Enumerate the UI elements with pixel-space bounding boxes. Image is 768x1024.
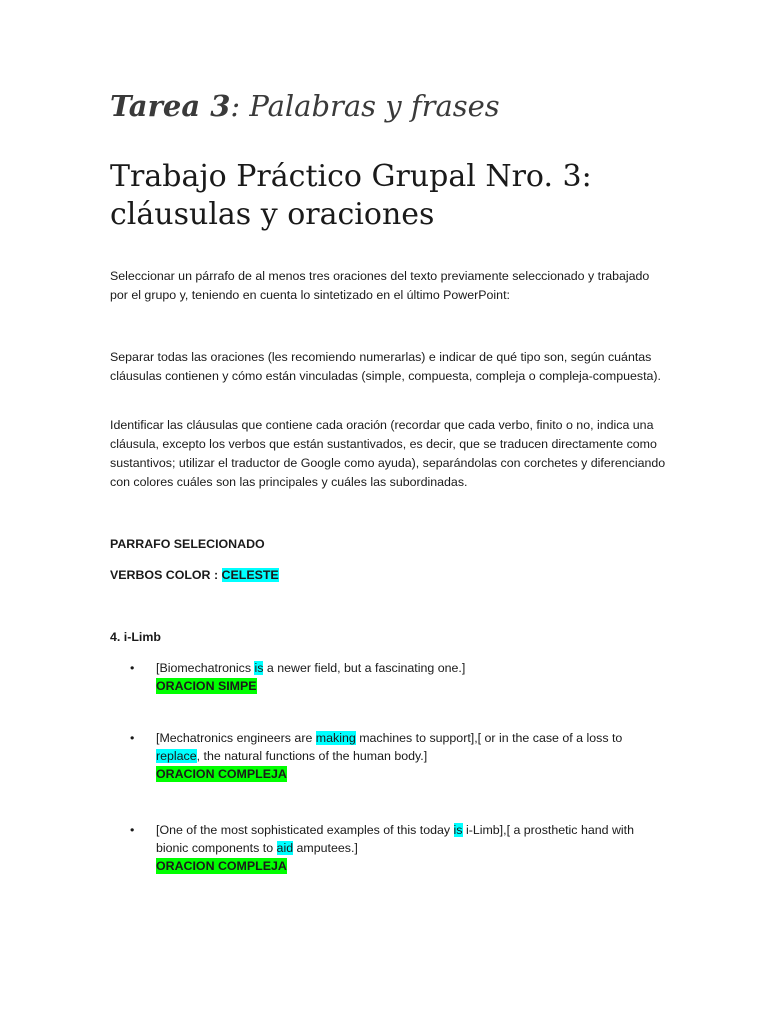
sentence-type-badge: ORACION COMPLEJA: [156, 767, 287, 781]
bullet-icon: •: [130, 731, 135, 745]
title-rest: : Palabras y frases: [230, 89, 500, 123]
sentence-type-badge: ORACION COMPLEJA: [156, 859, 287, 873]
verb-highlight: aid: [276, 841, 294, 855]
sentence-text: [156, 821, 660, 857]
title-bold: Tarea 3: [110, 89, 231, 123]
list-item: [130, 821, 660, 875]
bullet-icon: •: [130, 823, 135, 837]
section-label: PARRAFO SELECIONADO: [110, 537, 265, 551]
clause-text: [Mechatronics engineers are: [156, 731, 316, 745]
verb-highlight: making: [315, 731, 356, 745]
verb-highlight: is: [453, 823, 463, 837]
intro-paragraph: Seleccionar un párrafo de al menos tres oraciones del texto previamente seleccionado y trabajado por el grupo y, teniendo en cuenta lo sintetizado en el último PowerPoint:: [110, 269, 650, 302]
list-item: [130, 729, 660, 783]
document-title: [110, 86, 500, 126]
instruction-paragraph-2: Identificar las cláusulas que contiene cada oración (recordar que cada verbo, finito o no, indica una cláusula, excepto los verbos que están sustantivados, es decir, que se traducen directamente como sustantivos; utilizar el traductor de Google como ayuda), separándolas con corchetes y diferenciando con colores cuáles son las principales y cuáles las subordinadas.: [110, 418, 666, 489]
paragraph-heading: 4. i-Limb: [110, 630, 161, 644]
verb-highlight: replace: [156, 749, 197, 763]
sentence-type-badge: ORACION SIMPE: [156, 679, 257, 693]
clause-text: amputees.]: [293, 841, 358, 855]
clause-text: a newer field, but a fascinating one.]: [263, 661, 466, 675]
sentence-text: [156, 729, 660, 765]
list-item: [130, 659, 660, 695]
verbs-color-name: CELESTE: [221, 568, 279, 582]
verbs-color-label: [110, 566, 279, 585]
sentence-text: [156, 659, 660, 677]
bullet-icon: •: [130, 661, 135, 675]
verb-highlight: is: [254, 661, 264, 675]
clause-text: machines to support],[ or in the case of a loss to: [355, 731, 623, 745]
clause-text: , the natural functions of the human body.]: [196, 749, 428, 763]
document-subtitle: Trabajo Práctico Grupal Nro. 3: cláusulas y oraciones: [110, 159, 592, 232]
clause-text: [One of the most sophisticated examples of this today: [156, 823, 454, 837]
clause-text: i-Limb],[ a prosthetic hand with bionic components to: [156, 823, 634, 855]
clause-text: [Biomechatronics: [156, 661, 255, 675]
verbs-label-text: VERBOS COLOR :: [110, 568, 222, 582]
instruction-paragraph-1: Separar todas las oraciones (les recomiendo numerarlas) e indicar de qué tipo son, según cuántas cláusulas contienen y cómo están vinculadas (simple, compuesta, compleja o compleja-compuesta).: [110, 350, 661, 383]
